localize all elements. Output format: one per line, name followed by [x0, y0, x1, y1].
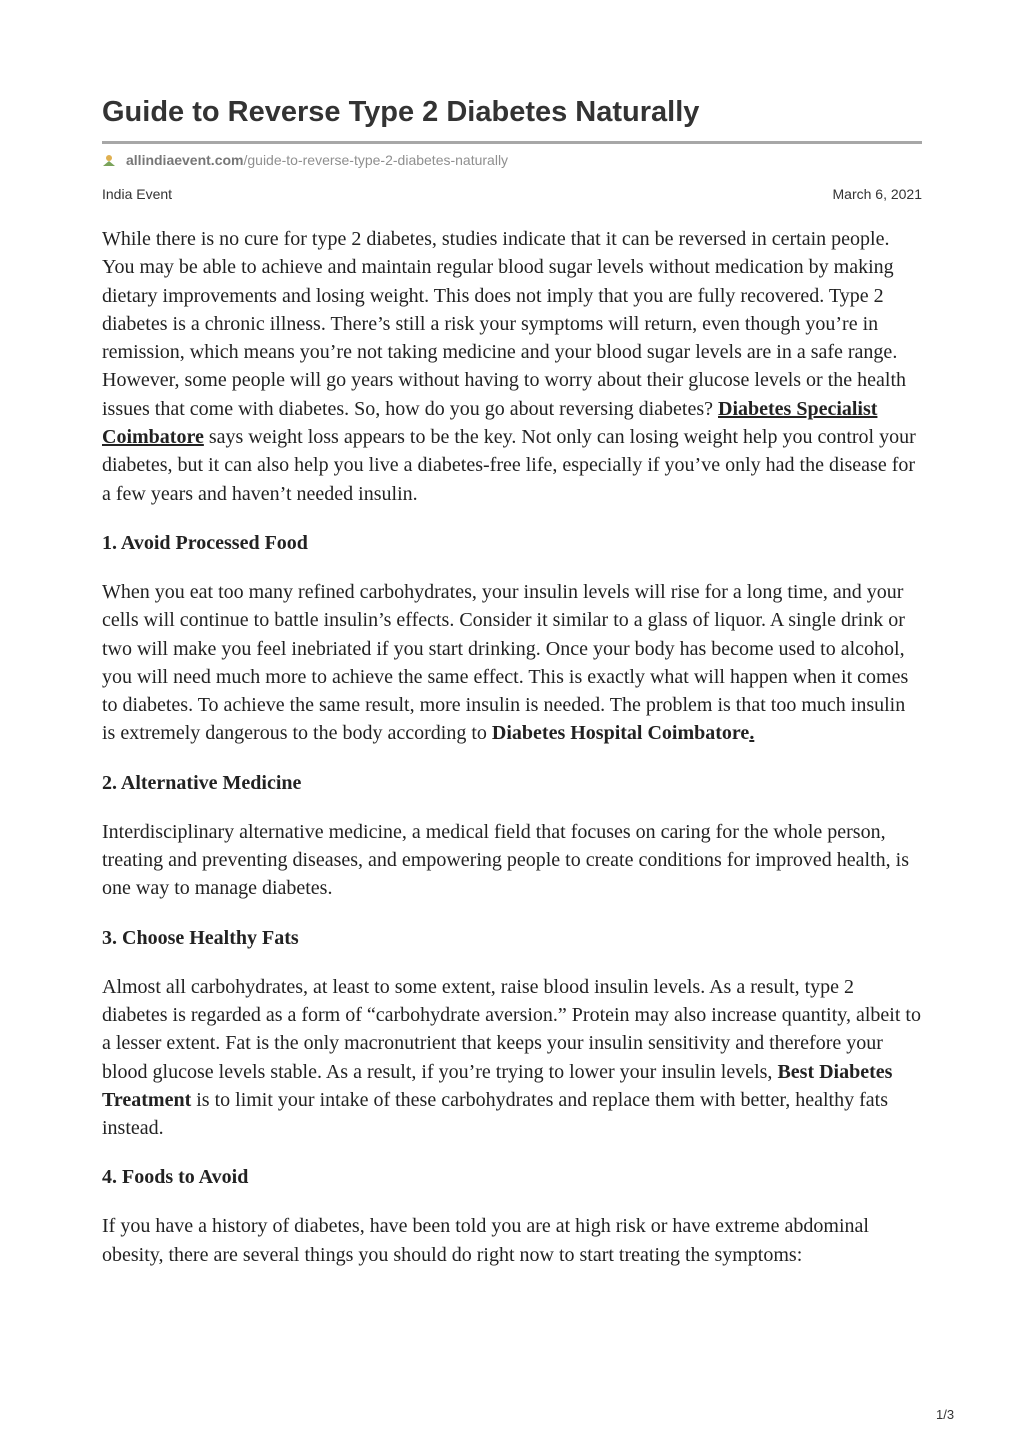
section-heading-processed-food: 1. Avoid Processed Food: [102, 531, 308, 554]
section-heading-healthy-fats: 3. Choose Healthy Fats: [102, 926, 299, 949]
period-link[interactable]: .: [749, 722, 755, 745]
section-paragraph-processed-food: When you eat too many refined carbohydrates, your insulin levels will rise for a long time, and your cells will continue to battle insulin’s effects. Consider it similar to a glass of liquor. A single drink or two will make you feel inebriated if you start drinking. Once your body has become used to alcohol, you will need much more to achieve the same effect. This is exactly what will happen when it comes to diabetes. To achieve the same result, more insulin is needed. The problem is that too much insulin is extremely dangerous to the body according to Diabetes Hospital Coimbatore.: [102, 580, 909, 745]
article-meta: [102, 186, 922, 202]
section-paragraph-alternative-medicine: Interdisciplinary alternative medicine, a medical field that focuses on caring for the whole person, treating and preventing diseases, and empowering people to create conditions for improved health, is one way to manage diabetes.: [102, 820, 909, 900]
diabetes-specialist-link[interactable]: Diabetes Specialist Coimbatore: [102, 397, 878, 449]
intro-paragraph: While there is no cure for type 2 diabetes, studies indicate that it can be reversed in certain people. You may be able to achieve and maintain regular blood sugar levels without medication by making dietary improvements and losing weight. This does not imply that you are fully recovered. Type 2 diabetes is a chronic illness. There’s still a risk your symptoms will return, even though you’re in remission, which means you’re not taking medicine and your blood sugar levels are in a safe range. However, some people will go years without having to worry about their glucose levels or the health issues that come with diabetes. So, how do you go about reversing diabetes? Diabetes Specialist Coimbatore says weight loss appears to be the key. Not only can losing weight help you control your diabetes, but it can also help you live a diabetes-free life, especially if you’ve only had the disease for a few years and haven’t needed insulin.: [102, 228, 916, 505]
article-date: March 6, 2021: [832, 186, 922, 202]
article-author: India Event: [102, 186, 173, 202]
section-paragraph-healthy-fats: Almost all carbohydrates, at least to some extent, raise blood insulin levels. As a result, type 2 diabetes is regarded as a form of “carbohydrate aversion.” Protein may also increase quantity, albeit to a lesser extent. Fat is the only macronutrient that keeps your insulin sensitivity and therefore your blood glucose levels stable. As a result, if you’re trying to lower your insulin levels, Best Diabetes Treatment is to limit your intake of these carbohydrates and replace them with better, healthy fats instead.: [102, 975, 921, 1140]
best-treatment-bold: Best Diabetes Treatment: [102, 1060, 893, 1111]
source-url[interactable]: [102, 152, 508, 168]
section-paragraph-foods-to-avoid: If you have a history of diabetes, have been told you are at high risk or have extreme abdominal obesity, there are several things you should do right now to start treating the symptoms:: [102, 1215, 869, 1266]
site-favicon-icon: [102, 153, 116, 167]
source-path[interactable]: /guide-to-reverse-type-2-diabetes-naturally: [243, 152, 509, 168]
section-heading-foods-to-avoid: 4. Foods to Avoid: [102, 1166, 249, 1189]
diabetes-hospital-bold: Diabetes Hospital Coimbatore: [491, 722, 750, 745]
page-number: 1/3: [936, 1407, 955, 1422]
source-domain[interactable]: allindiaevent.com: [126, 152, 244, 168]
section-heading-alternative-medicine: 2. Alternative Medicine: [102, 771, 302, 794]
article-title: Guide to Reverse Type 2 Diabetes Naturally: [102, 96, 700, 128]
article-body: [102, 225, 922, 1290]
title-divider: [102, 141, 922, 144]
